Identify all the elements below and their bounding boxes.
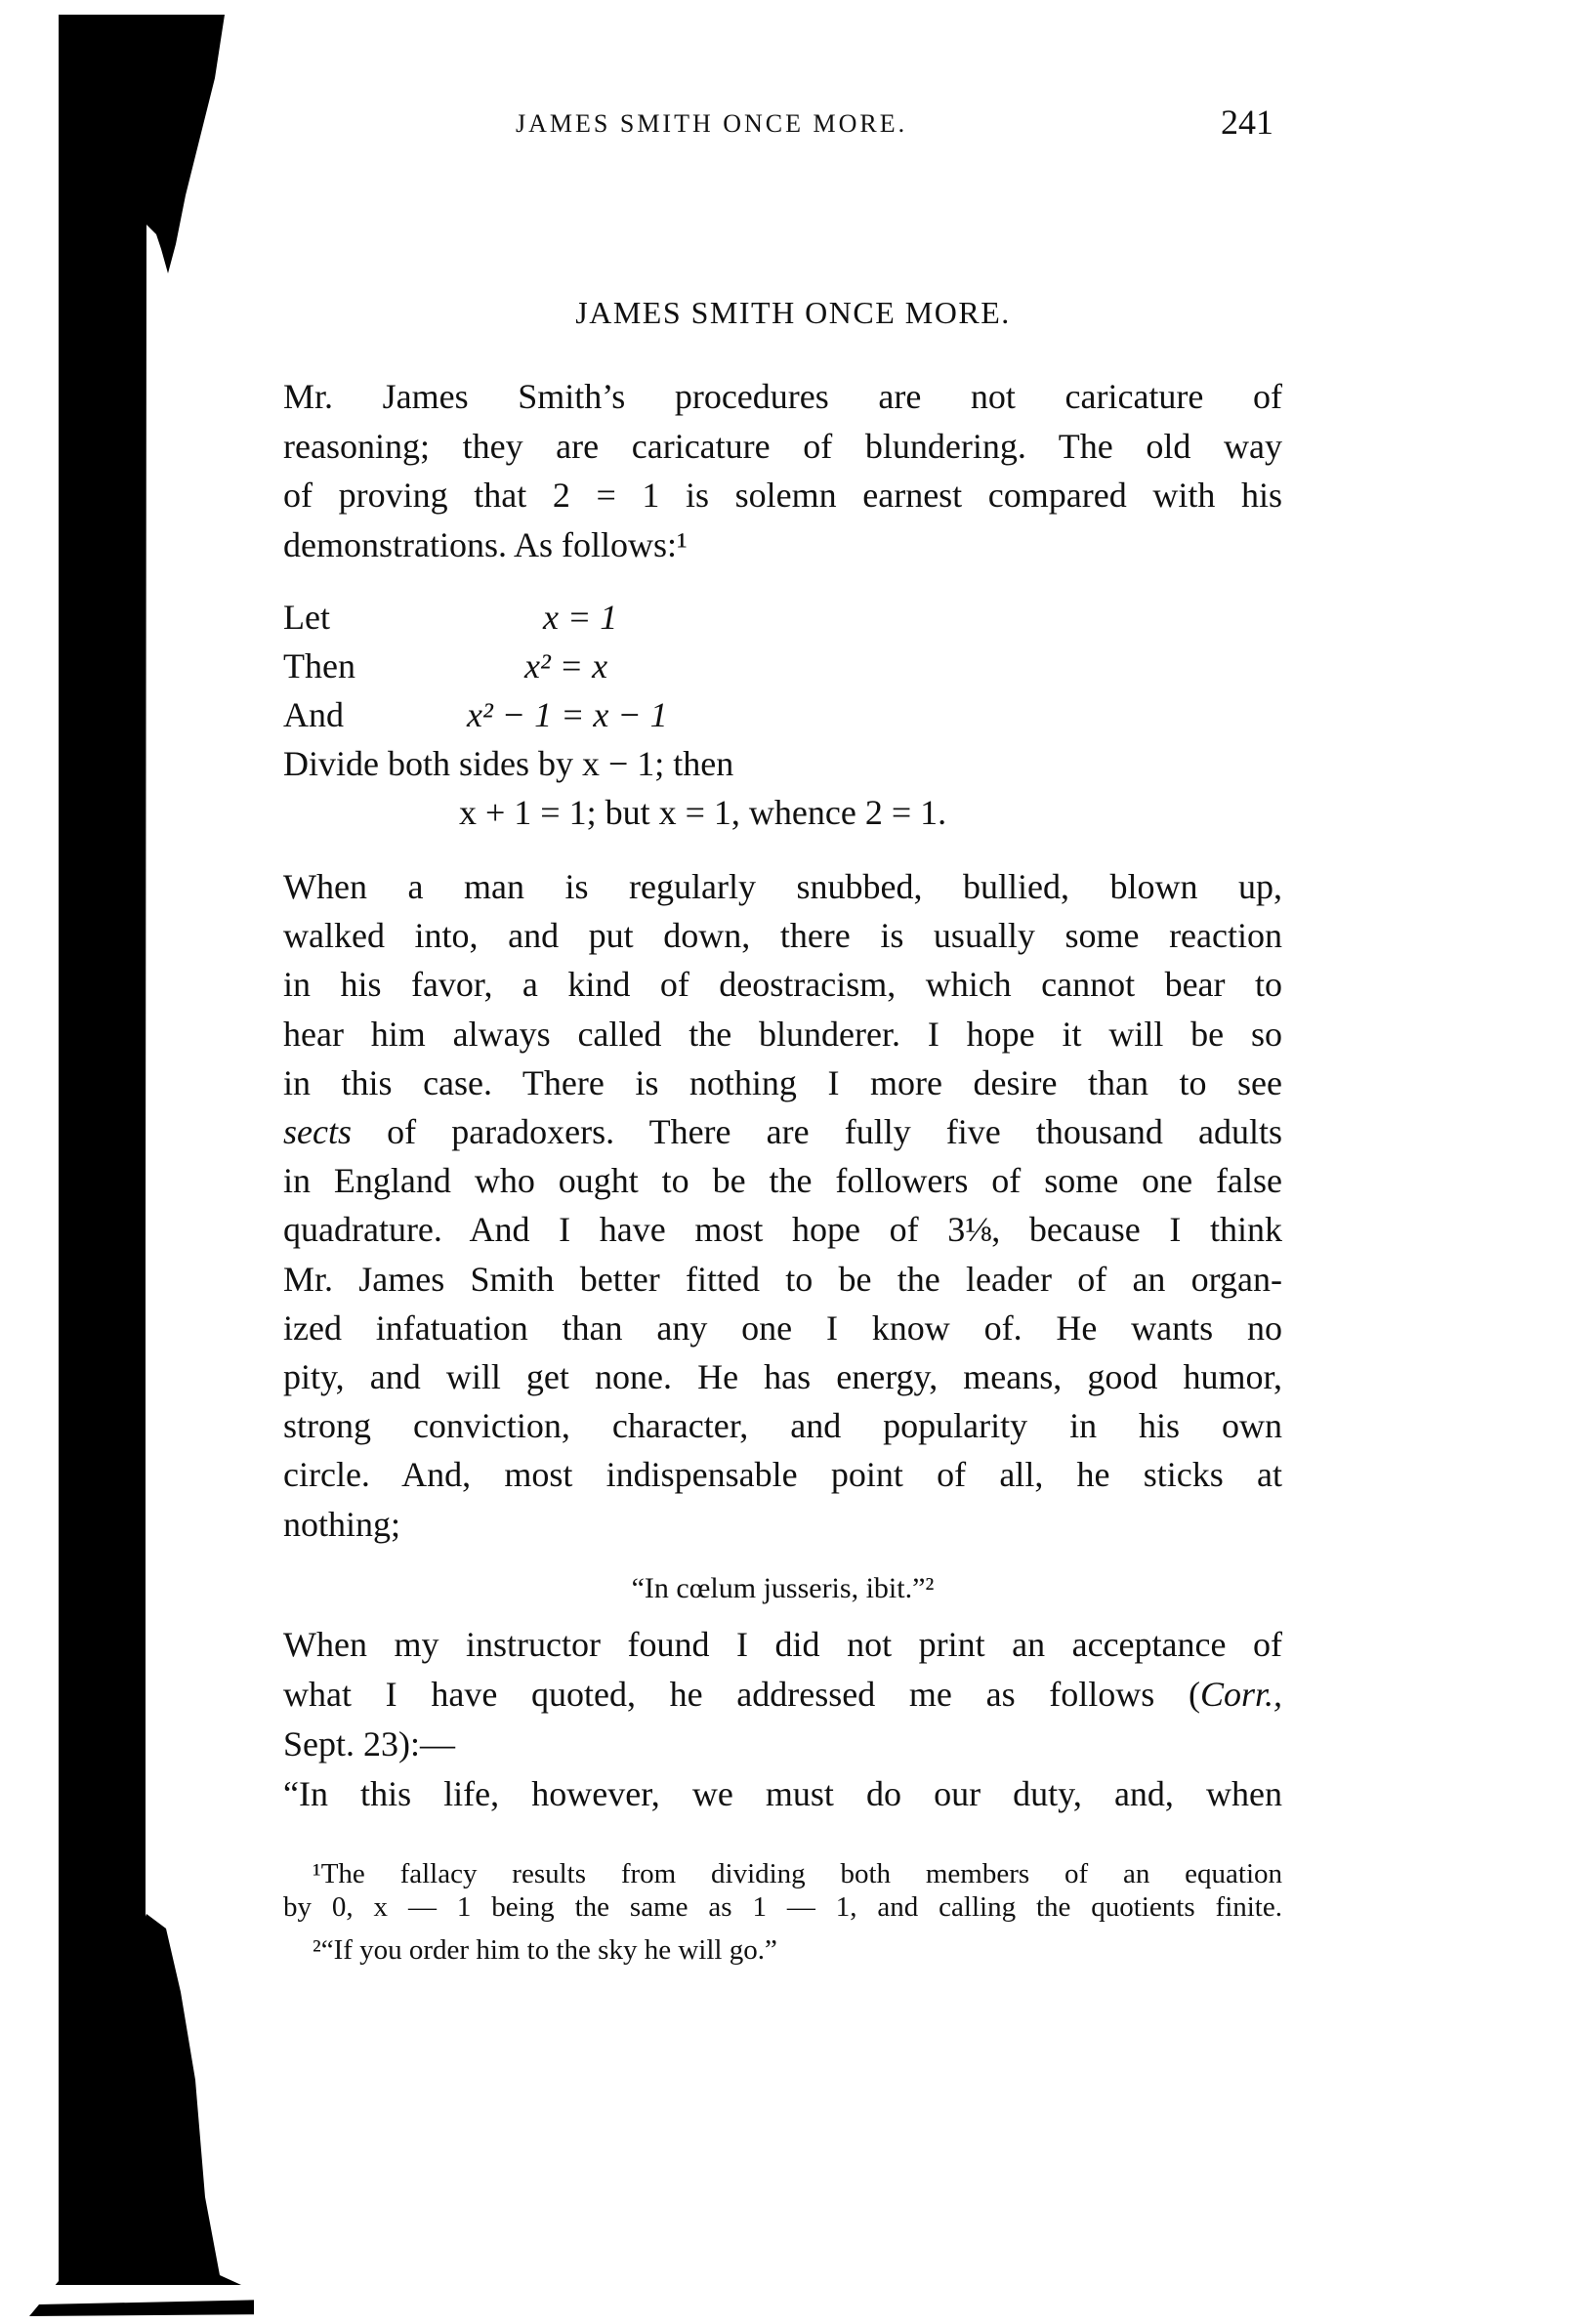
- text-line: [283, 1058, 1282, 1107]
- binding-line: [137, 244, 146, 1953]
- text-segment: ized infatuation than any one I know of. He wants no: [283, 1307, 1282, 1348]
- running-header: JAMES SMITH ONCE MORE.: [516, 109, 908, 138]
- math-row: [283, 593, 1282, 642]
- page-number: 241: [1221, 103, 1273, 142]
- math-conclusion: x + 1 = 1; but x = 1, whence 2 = 1.: [459, 793, 947, 832]
- math-row: [283, 642, 1282, 690]
- text-line: [283, 1620, 1282, 1669]
- text-line: [283, 1450, 1282, 1499]
- text-line: [283, 1107, 1282, 1156]
- text-segment: walked into, and put down, there is usually some reaction: [283, 916, 1282, 956]
- scan-binding-shadow: [0, 0, 254, 2324]
- text-line: [283, 372, 1282, 421]
- footnote-1-line-2: by 0, x — 1 being the same as 1 — 1, and calling the quotients finite.: [283, 1891, 1282, 1923]
- math-expr: x² = x: [524, 646, 608, 685]
- text-segment: When my instructor found I did not print an acceptance of: [283, 1625, 1282, 1664]
- math-expr: x = 1: [543, 598, 618, 637]
- math-row: [283, 690, 1282, 739]
- text-segment: When a man is regularly snubbed, bullied, blown up,: [283, 867, 1282, 906]
- text-line: [283, 1255, 1282, 1304]
- text-line: [283, 1500, 1282, 1549]
- text-segment: quadrature. And I have most hope of 3⅛, because I think: [283, 1210, 1282, 1250]
- text-segment: pity, and will get none. He has energy, means, good humor,: [283, 1357, 1282, 1396]
- math-label: And: [283, 695, 344, 734]
- text-segment: in England who ought to be the followers of some one false: [283, 1161, 1282, 1201]
- text-line: [283, 1156, 1282, 1205]
- math-divide-line: Divide both sides by x − 1; then: [283, 744, 734, 783]
- text-line: [283, 1720, 1282, 1768]
- text-segment: in his favor, a kind of deostracism, which cannot bear to: [283, 965, 1282, 1005]
- text-segment: reasoning; they are caricature of blundering. The old way: [283, 426, 1282, 466]
- latin-quote: “In cœlum jusseris, ibit.”²: [631, 1572, 935, 1604]
- text-line: [283, 1769, 1282, 1818]
- text-line: [283, 960, 1282, 1009]
- text-line: [283, 1352, 1282, 1401]
- footnote-1-line-1: ¹The fallacy results from dividing both members of an equation: [313, 1858, 1282, 1889]
- math-label: Then: [283, 646, 355, 685]
- text-line: [283, 1670, 1282, 1719]
- text-segment: Sept. 23):—: [283, 1724, 455, 1764]
- text-segment: sects: [283, 1112, 352, 1151]
- text-segment: Corr.,: [1199, 1675, 1282, 1714]
- math-label: Let: [283, 598, 330, 637]
- text-line: [283, 1304, 1282, 1352]
- text-line: [283, 862, 1282, 911]
- text-segment: demonstrations. As follows:¹: [283, 524, 688, 564]
- text-segment: hear him always called the blunderer. I hope it will be so: [283, 1014, 1282, 1054]
- text-line: [283, 1010, 1282, 1058]
- text-segment: in this case. There is nothing I more desire than to see: [283, 1062, 1282, 1102]
- text-segment: Mr. James Smith better fitted to be the leader of an organ-: [283, 1259, 1282, 1299]
- text-segment: “In this life, however, we must do our duty, and, when: [283, 1774, 1282, 1813]
- text-segment: of paradoxers. There are fully five thousand adults: [351, 1112, 1282, 1151]
- section-title: JAMES SMITH ONCE MORE.: [575, 295, 1011, 330]
- text-line: [283, 911, 1282, 960]
- text-line: [283, 471, 1282, 519]
- footnote-2: ²“If you order him to the sky he will go.”: [313, 1934, 777, 1966]
- text-line: [283, 1205, 1282, 1254]
- text-line: [283, 422, 1282, 471]
- text-segment: Mr. James Smith’s procedures are not caricature of: [283, 377, 1282, 416]
- text-segment: strong conviction, character, and popularity in his own: [283, 1406, 1282, 1446]
- text-segment: nothing;: [283, 1504, 401, 1544]
- text-line: [283, 1401, 1282, 1450]
- text-segment: circle. And, most indispensable point of all, he sticks at: [283, 1455, 1282, 1495]
- text-line: [283, 520, 1282, 569]
- text-segment: what I have quoted, he addressed me as follows (: [283, 1675, 1200, 1714]
- text-segment: of proving that 2 = 1 is solemn earnest compared with his: [283, 476, 1282, 515]
- math-expr: x² − 1 = x − 1: [467, 695, 668, 734]
